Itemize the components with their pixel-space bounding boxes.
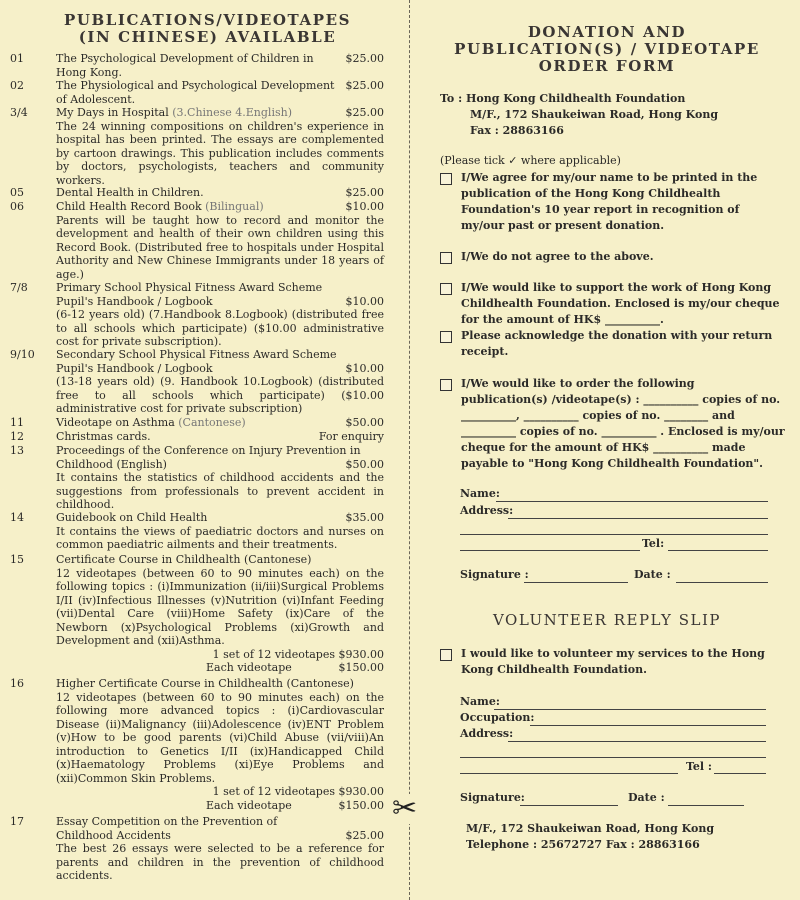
item-price: $50.00 [345, 457, 384, 471]
volunteer-date-line[interactable] [668, 805, 744, 806]
publication-item [0, 52, 384, 79]
publication-item [0, 444, 384, 512]
signature-line[interactable] [524, 582, 628, 583]
cut-line [409, 0, 410, 900]
item-title: Certificate Course in Childhealth (Cantonese) [56, 553, 312, 566]
item-number: 17 [10, 815, 24, 828]
option-donate[interactable]: I/We would like to support the work of Hong Kong Childhealth Foundation. Enclosed is my/our cheque for the amount of HK$ __________. [440, 280, 785, 328]
set-price: 1 set of 12 videotapes $930.00 [212, 785, 384, 798]
item-price: $25.00 [345, 52, 384, 65]
volunteer-address-line[interactable] [508, 741, 766, 742]
each-label: Each videotape [206, 798, 292, 812]
address-label: Address: [460, 504, 514, 517]
publication-item [0, 186, 384, 200]
tick-instruction: (Please tick ✓ where applicable) [440, 154, 621, 167]
volunteer-signature-line[interactable] [520, 805, 618, 806]
item-title: Secondary School Physical Fitness Award Scheme [56, 348, 337, 361]
checkbox[interactable] [440, 173, 452, 185]
each-price: $150.00 [338, 661, 384, 674]
item-description: 12 videotapes (between 60 to 90 minutes each) on the following topics : (i)Immunization (ii/iii)Surgical Problems I/II (iv)Infectious Illnesses (v)Nutrition (vi)Infant Feeding (vii)Dental Care (viii)Home Safety (ix)Care of the Newborn (x)Psychological Problems (xi)Growth and Development and (xii)Asthma. [56, 566, 384, 647]
volunteer-address-line-2[interactable] [460, 757, 766, 758]
item-description: It contains the views of paediatric doctors and nurses on common paediatric ailments and their treatments. [56, 524, 384, 551]
order-form-title: DONATION AND PUBLICATION(S) / VIDEOTAPE ORDER FORM [454, 23, 760, 75]
volunteer-date-label: Date : [628, 791, 665, 804]
item-description: Parents will be taught how to record and monitor the development and health of their own children using this Record Book. (Distributed free to hospitals under Hospital Authority and New Chinese Immigrants under 18 years of age.) [56, 213, 384, 281]
item-title-line2: Childhood Accidents [56, 828, 171, 842]
volunteer-address-label: Address: [460, 727, 514, 740]
item-title: Child Health Record Book [56, 200, 202, 213]
publication-item [0, 815, 384, 883]
option-agree-name[interactable]: I/We agree for my/our name to be printed in the publication of the Hong Kong Childhealth Foundation's 10 year report in recognition of my/our past or present donation. [440, 170, 785, 234]
option-volunteer[interactable]: I would like to volunteer my services to the Hong Kong Childhealth Foundation. [440, 646, 785, 678]
each-price: $150.00 [338, 798, 384, 812]
item-subtitle: (Cantonese) [178, 416, 246, 429]
item-price: $25.00 [345, 186, 384, 199]
item-number: 7/8 [10, 281, 28, 294]
publications-title: PUBLICATIONS/VIDEOTAPES (IN CHINESE) AVAILABLE [63, 11, 352, 46]
checkbox[interactable] [440, 283, 452, 295]
item-description: (6-12 years old) (7.Handbook 8.Logbook) (distributed free to all schools which participate) ($10.00 administrative cost for private subscription). [56, 308, 384, 348]
volunteer-address-line-3[interactable] [460, 773, 678, 774]
checkbox[interactable] [440, 252, 452, 264]
item-subtitle: (3.Chinese 4.English) [172, 106, 292, 119]
recipient-address: To : Hong Kong Childhealth Foundation M/F., 172 Shaukeiwan Road, Hong Kong Fax : 28863166 [440, 92, 719, 137]
item-price: $25.00 [345, 79, 384, 92]
item-price: $25.00 [345, 828, 384, 842]
volunteer-signature-label: Signature: [460, 791, 525, 804]
item-number: 11 [10, 416, 24, 429]
item-number: 14 [10, 511, 24, 524]
address-line-3[interactable] [460, 550, 640, 551]
set-price: 1 set of 12 videotapes $930.00 [212, 647, 384, 661]
item-title: The Psychological Development of Children in Hong Kong. [56, 52, 314, 79]
volunteer-name-line[interactable] [494, 709, 766, 710]
item-number: 3/4 [10, 106, 28, 119]
item-title: My Days in Hospital [56, 106, 169, 119]
footer-contact: Telephone : 25672727 Fax : 28863166 [466, 838, 700, 851]
name-label: Name: [460, 487, 500, 500]
publication-item [0, 430, 384, 444]
item-number: 15 [10, 553, 24, 566]
item-price: For enquiry [318, 430, 384, 443]
volunteer-tel-label: Tel : [686, 760, 712, 773]
date-line[interactable] [676, 582, 768, 583]
volunteer-name-label: Name: [460, 695, 500, 708]
item-title: Proceedings of the Conference on Injury Prevention in [56, 444, 361, 457]
item-number: 13 [10, 444, 24, 457]
signature-label: Signature : [460, 568, 529, 581]
name-line[interactable] [496, 501, 768, 502]
item-title: Guidebook on Child Health [56, 511, 208, 524]
tel-line[interactable] [668, 550, 768, 551]
item-number: 05 [10, 186, 24, 199]
date-label: Date : [634, 568, 671, 581]
publication-item [0, 200, 384, 281]
footer-address: M/F., 172 Shaukeiwan Road, Hong Kong [466, 822, 715, 835]
item-title: Higher Certificate Course in Childhealth (Cantonese) [56, 677, 354, 690]
publication-item [0, 553, 384, 675]
item-title-line2: Pupil's Handbook / Logbook [56, 361, 213, 375]
item-number: 02 [10, 79, 24, 92]
scissors-icon: ✂ [392, 791, 418, 826]
item-number: 9/10 [10, 348, 35, 361]
item-price: $25.00 [345, 106, 384, 119]
publication-item [0, 79, 384, 106]
item-title: The Physiological and Psychological Development of Adolescent. [56, 79, 335, 106]
item-description: It contains the statistics of childhood accidents and the suggestions from professionals to prevent accident in childhood. [56, 471, 384, 511]
option-order[interactable]: I/We would like to order the following publication(s) /videotape(s) : __________ copies of no. __________, __________ copies of no. ________ and __________ copies of no. __________ . Enclosed is my/our cheque for the amount of HK$ __________ made payable to "Hong Kong Childhealth Foundation". [440, 376, 785, 472]
checkbox[interactable] [440, 331, 452, 343]
item-title: Dental Health in Children. [56, 186, 204, 199]
item-description: (13-18 years old) (9. Handbook 10.Logbook) (distributed free to all schools which participate) ($10.00 administrative cost for private subscription) [56, 375, 384, 415]
item-description: The best 26 essays were selected to be a reference for parents and children in the prevention of childhood accidents. [56, 842, 384, 882]
address-line[interactable] [508, 518, 768, 519]
item-number: 16 [10, 677, 24, 690]
item-price: $35.00 [345, 511, 384, 524]
order-form [414, 0, 800, 900]
item-number: 01 [10, 52, 24, 65]
item-price: $10.00 [345, 361, 384, 375]
each-label: Each videotape [206, 661, 292, 674]
item-description: The 24 winning compositions on children's experience in hospital has been printed. The essays are complemented by cartoon drawings. This publication includes comments by doctors, psychologists, teachers and community workers. [56, 119, 384, 187]
volunteer-title: VOLUNTEER REPLY SLIP [492, 611, 721, 629]
item-title-line2: Pupil's Handbook / Logbook [56, 294, 213, 308]
checkbox[interactable] [440, 379, 452, 391]
item-number: 06 [10, 200, 24, 213]
publication-item [0, 106, 384, 187]
checkbox[interactable] [440, 649, 452, 661]
item-subtitle: (Bilingual) [205, 200, 264, 213]
item-price: $10.00 [345, 200, 384, 213]
item-title: Christmas cards. [56, 430, 151, 443]
item-price: $10.00 [345, 294, 384, 308]
item-description: 12 videotapes (between 60 to 90 minutes each) on the following more advanced topics : (i)Cardiovascular Disease (ii)Malignancy (iii)Adolescence (iv)ENT Problem (v)How to be good parents (vi)Child Abuse (vii/viii)An introduction to Genetics I/II (ix)Handicapped Child (x)Haematology Problems (xi)Eye Problems and (xii)Common Skin Problems. [56, 690, 384, 785]
option-acknowledge[interactable]: Please acknowledge the donation with your return receipt. [440, 328, 785, 360]
publication-item [0, 677, 384, 812]
publication-item [0, 348, 384, 416]
item-title-line2: Childhood (English) [56, 457, 167, 471]
item-title: Primary School Physical Fitness Award Scheme [56, 281, 323, 294]
publication-item [0, 281, 384, 349]
tel-label: Tel: [642, 537, 665, 550]
item-number: 12 [10, 430, 24, 443]
address-line-2[interactable] [460, 534, 768, 535]
occupation-line[interactable] [530, 725, 766, 726]
publication-item [0, 416, 384, 430]
option-disagree[interactable]: I/We do not agree to the above. [440, 249, 785, 265]
publication-item [0, 511, 384, 552]
volunteer-tel-line[interactable] [714, 773, 766, 774]
occupation-label: Occupation: [460, 711, 535, 724]
item-title: Videotape on Asthma [56, 416, 175, 429]
item-title: Essay Competition on the Prevention of [56, 815, 278, 828]
item-price: $50.00 [345, 416, 384, 429]
